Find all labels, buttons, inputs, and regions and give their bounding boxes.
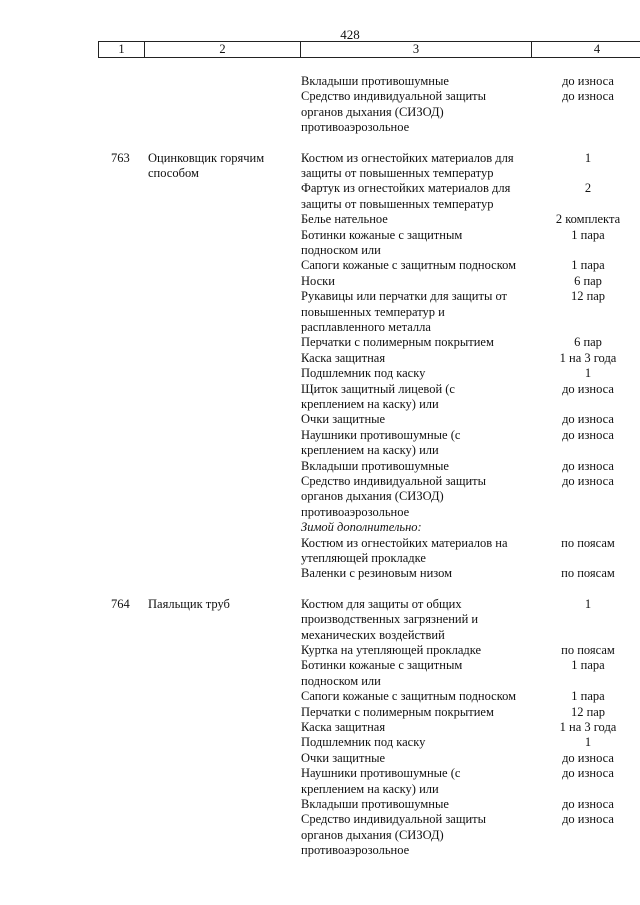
ppe-item-text: Подшлемник под каску bbox=[301, 366, 426, 381]
ppe-item-quantity: до износа bbox=[562, 427, 614, 442]
ppe-item-text: Сапоги кожаные с защитным подноском bbox=[301, 258, 517, 273]
profession-name: Паяльщик труб bbox=[148, 596, 230, 611]
ppe-item-text: Очки защитные bbox=[301, 750, 386, 765]
ppe-item-quantity: по поясам bbox=[561, 643, 615, 657]
winter-additional-label: Зимой дополнительно: bbox=[301, 520, 422, 535]
ppe-item-quantity: 6 пар bbox=[574, 335, 602, 350]
ppe-item-quantity: 1 пара bbox=[571, 658, 605, 673]
ppe-item-text: креплением на каску) или bbox=[301, 443, 439, 458]
ppe-item-text: Ботинки кожаные с защитным bbox=[301, 227, 463, 242]
ppe-item-quantity: 1 на 3 года bbox=[559, 350, 617, 365]
ppe-item-text: Каска защитная bbox=[301, 720, 386, 734]
ppe-item-text: Рукавицы или перчатки для защиты от bbox=[301, 289, 508, 304]
column-header-1: 1 bbox=[99, 42, 145, 58]
ppe-item-quantity: до износа bbox=[562, 74, 614, 88]
ppe-item-text: Носки bbox=[301, 273, 335, 288]
profession-number: 763 bbox=[111, 150, 130, 165]
ppe-item-text: Вкладыши противошумные bbox=[301, 74, 449, 88]
ppe-item-quantity: до износа bbox=[562, 474, 614, 488]
ppe-item-text: Сапоги кожаные с защитным подноском bbox=[301, 689, 517, 704]
ppe-item-quantity: 1 bbox=[584, 596, 592, 611]
ppe-item-quantity: 1 на 3 года bbox=[559, 720, 617, 734]
ppe-item-text: Перчатки с полимерным покрытием bbox=[301, 335, 494, 350]
ppe-item-text: Костюм для защиты от общих bbox=[301, 596, 462, 611]
ppe-item-text: защиты от повышенных температур bbox=[301, 196, 494, 211]
ppe-item-text: креплением на каску) или bbox=[301, 397, 439, 411]
ppe-item-text: механических воздействий bbox=[301, 627, 445, 642]
profession-name: способом bbox=[148, 166, 199, 180]
ppe-item-text: Перчатки с полимерным покрытием bbox=[301, 704, 494, 719]
ppe-item-text: Очки защитные bbox=[301, 412, 386, 427]
ppe-item-quantity: до износа bbox=[562, 89, 614, 104]
ppe-item-text: органов дыхания (СИЗОД) bbox=[301, 489, 444, 504]
ppe-item-quantity: 2 bbox=[584, 181, 592, 196]
ppe-item-text: Наушники противошумные (с bbox=[301, 427, 461, 442]
column-header-2: 2 bbox=[145, 42, 301, 58]
ppe-item-text: Куртка на утепляющей прокладке bbox=[301, 643, 482, 657]
ppe-item-quantity: 1 пара bbox=[571, 227, 605, 242]
column-header-4: 4 bbox=[532, 42, 640, 58]
ppe-item-quantity: 12 пар bbox=[570, 704, 606, 719]
ppe-item-quantity: 1 bbox=[584, 366, 592, 381]
ppe-item-text: противоаэрозольное bbox=[301, 120, 410, 135]
ppe-item-text: органов дыхания (СИЗОД) bbox=[301, 827, 444, 842]
ppe-item-text: Фартук из огнестойких материалов для bbox=[301, 181, 511, 196]
ppe-item-text: защиты от повышенных температур bbox=[301, 166, 494, 180]
column-header-3: 3 bbox=[301, 42, 532, 58]
ppe-item-text: Подшлемник под каску bbox=[301, 735, 426, 750]
ppe-item-quantity: до износа bbox=[562, 458, 614, 473]
ppe-item-text: Костюм из огнестойких материалов для bbox=[301, 150, 514, 165]
ppe-item-text: Вкладыши противошумные bbox=[301, 797, 449, 811]
ppe-item-quantity: до износа bbox=[562, 797, 614, 811]
ppe-item-text: противоаэрозольное bbox=[301, 504, 410, 519]
ppe-item-text: утепляющей прокладке bbox=[301, 551, 426, 565]
ppe-item-text: Валенки с резиновым низом bbox=[301, 566, 453, 581]
page-number: 428 bbox=[340, 27, 360, 42]
ppe-item-quantity: до износа bbox=[562, 750, 614, 765]
ppe-item-quantity: 1 пара bbox=[571, 689, 605, 704]
ppe-item-text: Средство индивидуальной защиты bbox=[301, 474, 487, 488]
ppe-item-text: Щиток защитный лицевой (с bbox=[301, 381, 455, 396]
ppe-item-quantity: до износа bbox=[562, 812, 614, 827]
ppe-item-text: креплением на каску) или bbox=[301, 781, 439, 796]
profession-number: 764 bbox=[111, 596, 130, 611]
ppe-item-text: Вкладыши противошумные bbox=[301, 458, 449, 473]
ppe-item-text: Ботинки кожаные с защитным bbox=[301, 658, 463, 673]
ppe-item-quantity: 1 bbox=[584, 735, 592, 750]
ppe-item-quantity: до износа bbox=[562, 412, 614, 427]
ppe-item-quantity: 6 пар bbox=[574, 273, 602, 288]
column-header-table bbox=[98, 41, 640, 58]
profession-name: Оцинковщик горячим bbox=[148, 150, 265, 165]
ppe-item-quantity: до износа bbox=[562, 381, 614, 396]
ppe-item-text: Костюм из огнестойких материалов на bbox=[301, 535, 508, 550]
ppe-item-text: расплавленного металла bbox=[301, 320, 431, 334]
ppe-item-quantity: до износа bbox=[562, 766, 614, 781]
ppe-item-quantity: по поясам bbox=[561, 535, 615, 550]
ppe-item-quantity: по поясам bbox=[561, 566, 615, 581]
ppe-item-text: органов дыхания (СИЗОД) bbox=[301, 104, 444, 119]
ppe-item-text: подноском или bbox=[301, 673, 381, 688]
ppe-item-quantity: 1 пара bbox=[571, 258, 605, 273]
ppe-item-text: подноском или bbox=[301, 243, 381, 257]
ppe-item-quantity: 2 комплекта bbox=[555, 212, 621, 227]
ppe-item-quantity: 1 bbox=[584, 150, 592, 165]
ppe-item-text: Наушники противошумные (с bbox=[301, 766, 461, 781]
ppe-item-text: Белье нательное bbox=[301, 212, 388, 227]
ppe-item-text: Средство индивидуальной защиты bbox=[301, 812, 487, 827]
ppe-item-text: Средство индивидуальной защиты bbox=[301, 89, 487, 104]
ppe-item-quantity: 12 пар bbox=[570, 289, 606, 304]
ppe-item-text: Каска защитная bbox=[301, 350, 386, 365]
ppe-item-text: повышенных температур и bbox=[301, 304, 445, 319]
ppe-item-text: производственных загрязнений и bbox=[301, 612, 479, 627]
ppe-item-text: противоаэрозольное bbox=[301, 843, 410, 858]
